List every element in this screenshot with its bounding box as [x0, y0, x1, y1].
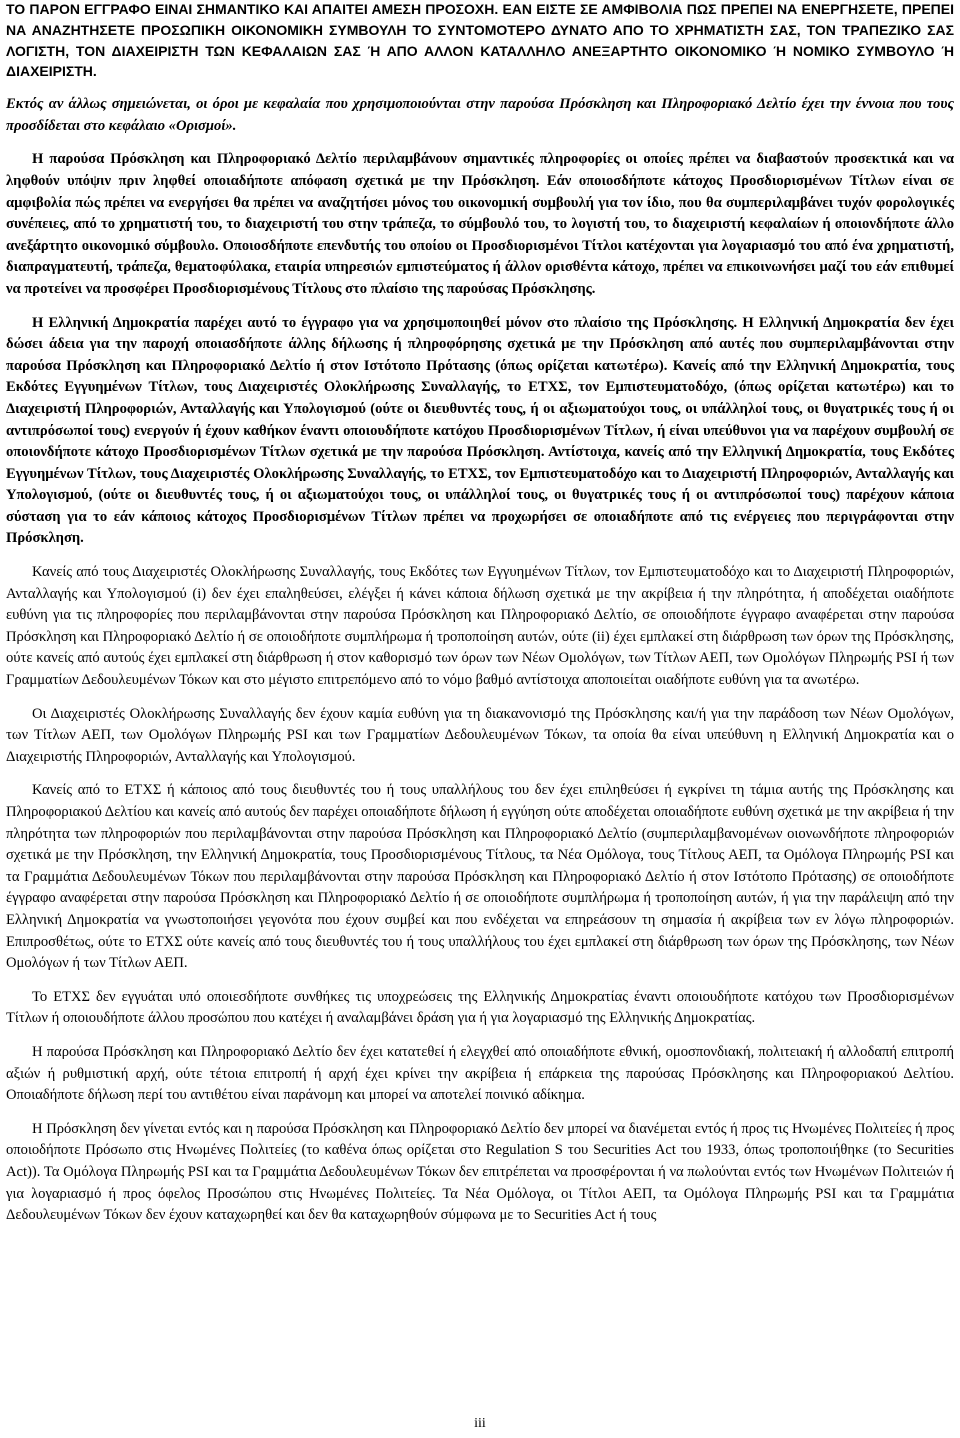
page-number: iii [474, 1416, 486, 1431]
efsf-guarantee-paragraph: Το ΕΤΧΣ δεν εγγυάται υπό οποιεσδήποτε συνθήκες τις υποχρεώσεις της Ελληνικής Δημοκρατίας έναντι οποιουδήποτε κατόχου των Προσδιορισμένων Τίτλων ή οποιουδήποτε άλλου προσώπου που κατέχει ή αναλαμβάνει δράση για ή για λογαριασμό της Ελληνικής Δημοκρατίας. [6, 988, 954, 1027]
important-information-paragraph: Η παρούσα Πρόσκληση και Πληροφοριακό Δελτίο περιλαμβάνουν σημαντικές πληροφορίες οι οποίες πρέπει να διαβαστούν προσεκτικά και να ληφθούν υπόψιν πριν ληφθεί οποιαδήποτε απόφαση σχετικά με την Πρόσκληση. Εάν οποιοσδήποτε κάτοχος Προσδιορισμένων Τίτλων είναι σε αμφιβολία πώς πρέπει να ενεργήσει θα πρέπει να αναζητήσει μόνος του οικονομική συμβουλή για τον ίδιο, που θα συμπεριλαμβάνει τυχόν φορολογικές συνέπειες, από το χρηματιστή του, το διαχειριστή του στην τράπεζα, το σύμβουλό του, το λογιστή του, το διαχειριστή κεφαλαίων ή οποιονδήποτε άλλο ανεξάρτητο οικονομικό σύμβουλο. Οποιοσδήποτε επενδυτής του οποίου οι Προσδιορισμένοι Τίτλοι κατέχονται για λογαριασμό του από ένα χρηματιστή, διαπραγματευτή, τράπεζα, θεματοφύλακα, εταιρία υπηρεσιών εμπιστεύματος ή άλλον ορισθέντα κάτοχο, πρέπει να επικοινωνήσει μαζί του εάν επιθυμεί να προτείνει να προσφέρει Προσδιορισμένους Τίτλους στο πλαίσιο της παρούσας Πρόσκλησης. [6, 151, 954, 297]
regulatory-review-paragraph: Η παρούσα Πρόσκληση και Πληροφοριακό Δελτίο δεν έχει κατατεθεί ή ελεγχθεί από οποιαδήποτε εθνική, ομοσπονδιακή, πολιτειακή ή αλλοδαπή επιτροπή αξιών ή ρυθμιστική αρχή, ούτε τέτοια επιτροπή ή αρχή έχει κρίνει την ακρίβεια ή επάρκεια της παρούσας Πρόσκλησης και Πληροφοριακού Δελτίου. Οποιαδήποτε δήλωση περί του αντιθέτου είναι παράνομη και μπορεί να αποτελεί ποινικό αδίκημα. [6, 1043, 954, 1104]
hellenic-republic-paragraph: Η Ελληνική Δημοκρατία παρέχει αυτό το έγγραφο για να χρησιμοποιηθεί μόνον στο πλαίσιο της Πρόσκλησης. Η Ελληνική Δημοκρατία δεν έχει δώσει άδεια για την παροχή οποιασδήποτε άλλης δήλωσης ή πληροφόρησης σχετικά με την Πρόσκληση από αυτές που συμπεριλαμβάνονται στην παρούσα Πρόσκληση και Πληροφοριακό Δελτίο ή στον Ιστότοπο Πρότασης (όπως ορίζεται κατωτέρω). Κανείς από την Ελληνική Δημοκρατία, τους Εκδότες Εγγυημένων Τίτλων, τους Διαχειριστές Ολοκλήρωσης Συναλλαγής, το ΕΤΧΣ, τον Εμπιστευματοδόχο, (όπως ορίζεται κατωτέρω) και το Διαχειριστή Πληροφοριών, Ανταλλαγής και Υπολογισμού (ούτε οι διευθυντές τους, ή οι αξιωματούχοι τους, οι υπάλληλοί τους, οι θυγατρικές τους ή οι αντιπρόσωποί τους) ενεργούν ή έχουν καθήκον έναντι οποιουδήποτε κατόχου Προσδιορισμένων Τίτλων, ή είναι υπεύθυνοι για να παρέχουν συμβουλή σε οποιονδήποτε κάτοχο Προσδιορισμένων Τίτλων σχετικά με την παρούσα Πρόσκληση. Αντίστοιχα, κανείς από την Ελληνική Δημοκρατία, τους Εκδότες Εγγυημένων Τίτλων, τους Διαχειριστές Ολοκλήρωσης Συναλλαγής, το ΕΤΧΣ, τον Εμπιστευματοδόχο και το Διαχειριστή Πληροφοριών, Ανταλλαγής και Υπολογισμού, (ούτε οι διευθυντές τους, ή οι αξιωματούχοι τους, οι υπάλληλοί τους, οι θυγατρικές τους ή οι αντιπρόσωποί τους) παρέχουν κάποια σύσταση για το εάν κάποιος κάτοχος Προσδιορισμένων Τίτλων πρέπει να προχωρήσει σε οποιαδήποτε από τις ενέργειες που περιγράφονται στην Πρόσκληση. [6, 314, 954, 547]
definitions-paragraph: Εκτός αν άλλως σημειώνεται, οι όροι με κεφαλαία που χρησιμοποιούνται στην παρούσα Πρόσκληση και Πληροφοριακό Δελτίο έχει την έννοια που τους προσδίδεται στο κεφάλαιο «Ορισμοί». [6, 96, 954, 134]
dealer-managers-disclaimer-paragraph: Κανείς από τους Διαχειριστές Ολοκλήρωσης Συναλλαγής, τους Εκδότες των Εγγυημένων Τίτλων, τον Εμπιστευματοδόχο και το Διαχειριστή Πληροφοριών, Ανταλλαγής και Υπολογισμού (i) δεν έχει επαληθεύσει, ελέγξει ή κάνει κάποια δήλωση σχετικά με την ακρίβεια ή την πληρότητα, ή αποδέχεται οιαδήποτε ευθύνη για τις πληροφορίες που περιλαμβάνονται στην παρούσα Πρόσκληση και Πληροφοριακό Δελτίο, σε οποιοδήποτε έγγραφο αναφέρεται στην παρούσα Πρόσκληση και Πληροφοριακό Δελτίο ή σε οποιοδήποτε συμπλήρωμα ή τροποποίηση αυτών, ούτε (ii) έχει εμπλακεί στη διάρθρωση των όρων της Πρόσκλησης, ούτε κανείς από αυτούς έχει εμπλακεί στη διάρθρωση ή στον καθορισμό των όρων των Νέων Ομολόγων, των Τίτλων ΑΕΠ, των Ομολόγων Πληρωμής PSI ή των Γραμματίων Δεδουλευμένων Τόκων και στο μέγιστο επιτρεπόμενο από το νόμο βαθμό αντίστοιχα αποποιείται οιαδήποτε ευθύνη για τα ανωτέρω. [6, 564, 954, 689]
us-restrictions-paragraph: Η Πρόσκληση δεν γίνεται εντός και η παρούσα Πρόσκληση και Πληροφοριακό Δελτίο δεν μπορεί να διανέμεται εντός ή προς τις Ηνωμένες Πολιτείες ή προς οποιοδήποτε Πρόσωπο στις Ηνωμένες Πολιτείες (το καθένα όπως ορίζεται στο Regulation S του Securities Act του 1933, όπως τροποποιήθηκε (το Securities Act)). Τα Ομόλογα Πληρωμής PSI και τα Γραμμάτια Δεδουλευμένων Τόκων δεν επιτρέπεται να προσφέρονται ή να πωλούνται εντός των Ηνωμένων Πολιτειών ή για λογαριασμό ή προς όφελος Προσώπου στις Ηνωμένες Πολιτείες. Τα Νέα Ομόλογα, οι Τίτλοι ΑΕΠ, τα Ομόλογα Πληρωμής PSI και τα Γραμμάτια Δεδουλευμένων Τόκων δεν έχουν καταχωρηθεί και δεν θα καταχωρηθούν σύμφωνα με το Securities Act ή τους [6, 1120, 955, 1224]
efsf-disclaimer-paragraph: Κανείς από το ΕΤΧΣ ή κάποιος από τους διευθυντές του ή τους υπαλλήλους του δεν έχει επιληθεύσει ή εγκρίνει τη τάμια αυτής της Πρόσκλησης και Πληροφοριακού Δελτίου και κανείς από αυτούς δεν παρέχει οποιαδήποτε δήλωση ή εγγύηση ούτε αποδέχεται οποιαδήποτε ευθύνη σχετικά με την ακρίβεια ή την πληρότητα των πληροφοριών που περιλαμβάνονται στην παρούσα Πρόσκληση και Πληροφοριακό Δελτίο (συμπεριλαμβανομένων οιονωνδήποτε πληροφοριών σχετικά με την Πρόσκληση, την Ελληνική Δημοκρατία, τους Προσδιορισμένους Τίτλους, τα Νέα Ομόλογα, τους Τίτλους ΑΕΠ, τα Ομόλογα Πληρωμής PSI και τα Γραμμάτια Δεδουλευμένων Τόκων που περιλαμβάνονται στην παρούσα Πρόσκληση και Πληροφοριακό Δελτίο ή στον Ιστότοπο Πρότασης) σε οποιοδήποτε έγγραφο αναφέρεται στην παρούσα Πρόσκληση και Πληροφοριακό Δελτίο ή σε οποιοδήποτε συμπλήρωμα ή τροποποίηση αυτών, ή για την παράλειψη από την Ελληνική Δημοκρατία να γνωστοποιήσει γεγονότα που έχουν συμβεί και που ενδέχεται να επηρεάσουν τη σημασία ή ακρίβεια των εν λόγω πληροφοριών. Επιπροσθέτως, ούτε το ΕΤΧΣ ούτε κανείς από τους διευθυντές του ή τους υπαλλήλους του έχει εμπλακεί στη διάρθρωση των όρων της Πρόσκλησης, των Νέων Ομολόγων ή των Τίτλων ΑΕΠ. [6, 782, 954, 972]
warning-paragraph: ΤΟ ΠΑΡΟΝ ΕΓΓΡΑΦΟ ΕΙΝΑΙ ΣΗΜΑΝΤΙΚΟ ΚΑΙ ΑΠΑΙΤΕΙ ΑΜΕΣΗ ΠΡΟΣΟΧΗ. ΕΑΝ ΕΙΣΤΕ ΣΕ ΑΜΦΙΒΟΛΙΑ ΠΩΣ ΠΡΕΠΕΙ ΝΑ ΕΝΕΡΓΗΣΕΤΕ, ΠΡΕΠΕΙ ΝΑ ΑΝΑΖΗΤΗΣΕΤΕ ΠΡΟΣΩΠΙΚΗ ΟΙΚΟΝΟΜΙΚΗ ΣΥΜΒΟΥΛΗ ΤΟ ΣΥΝΤΟΜΟΤΕΡΟ ΔΥΝΑΤΟ ΑΠΟ ΤΟ ΧΡΗΜΑΤΙΣΤΗ ΣΑΣ, ΤΟΝ ΤΡΑΠΕΖΙΚΟ ΣΑΣ ΛΟΓΙΣΤΗ, ΤΟΝ ΔΙΑΧΕΙΡΙΣΤΗ ΤΩΝ ΚΕΦΑΛΑΙΩΝ ΣΑΣ Ή ΑΠΟ ΑΛΛΟΝ ΚΑΤΑΛΛΗΛΟ ΑΝΕΞΑΡΤΗΤΟ ΟΙΚΟΝΟΜΙΚΟ Ή ΝΟΜΙΚΟ ΣΥΜΒΟΥΛΟ Ή ΔΙΑΧΕΙΡΙΣΤΗ. [6, 1, 954, 80]
settlement-responsibility-paragraph: Οι Διαχειριστές Ολοκλήρωσης Συναλλαγής δεν έχουν καμία ευθύνη για τη διακανονισμό της Πρόσκλησης και/ή για την παράδοση των Νέων Ομολόγων, των Τίτλων ΑΕΠ, των Ομολόγων Πληρωμής PSI και των Γραμματίων Δεδουλευμένων Τόκων, τα οποία θα είναι υπεύθυνη η Ελληνική Δημοκρατία και ο Διαχειριστής Πληροφοριών, Ανταλλαγής και Υπολογισμού. [6, 705, 954, 765]
